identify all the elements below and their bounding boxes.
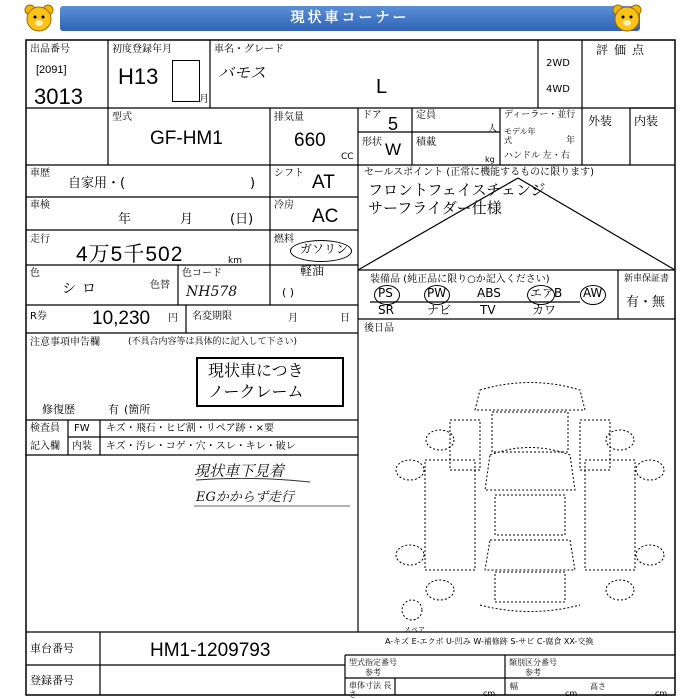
inspector-fw-text: キズ・飛石・ヒビ割・リペア跡・×要 xyxy=(106,423,274,434)
shape-value: W xyxy=(385,140,402,159)
recycle-label: R券 xyxy=(30,311,47,322)
height-unit: cm xyxy=(655,689,668,698)
load-label: 積載 xyxy=(416,137,436,148)
mileage-value: 4万5千502 xyxy=(76,243,184,266)
sales-point-label: セールスポイント (正常に機能するものに限ります) xyxy=(364,167,595,178)
inspector-interior-text: キズ・汚レ・コゲ・穴・スレ・キレ・破レ xyxy=(106,441,296,452)
score-label: 評価点 xyxy=(596,43,651,57)
month-unit: 月 xyxy=(199,94,209,105)
dimensions-label: 車体寸法 長さ xyxy=(349,681,392,699)
inspector-fw-label: FW xyxy=(74,423,90,434)
rear-seat-label: 後日品 xyxy=(364,323,394,334)
length-unit: cm xyxy=(483,689,496,698)
month-box xyxy=(172,60,200,102)
registration-value: H13 xyxy=(118,64,159,89)
spare-label: スペア xyxy=(404,626,425,634)
chassis-value: HM1-1209793 xyxy=(150,640,271,661)
handwriting-strokes xyxy=(192,478,352,518)
displacement-unit: CC xyxy=(341,152,354,162)
inspection-label: 車検 xyxy=(30,200,50,211)
equipment-navi: ナビ xyxy=(427,303,452,317)
designation-label: 型式指定番号 xyxy=(349,658,397,667)
car-name: バモス xyxy=(218,63,267,82)
recycle-value: 10,230 xyxy=(92,308,151,329)
shift-value: AT xyxy=(312,172,335,193)
notes-label: 注意事項申告欄 xyxy=(30,337,100,348)
registration-expiry-label: 名変期限 xyxy=(192,311,232,322)
aircon-value: AC xyxy=(312,206,339,227)
history-label: 車歴 xyxy=(30,168,50,179)
history-close: ) xyxy=(250,176,256,191)
handwritten-note-2: EGかからず走行 xyxy=(196,490,294,505)
lot-number: 3013 xyxy=(34,84,83,109)
equipment-sr: SR xyxy=(378,303,394,317)
color-label: 色 xyxy=(30,268,40,279)
category-label: 類別区分番号 xyxy=(509,658,557,667)
stamp-line-2: ノークレーム xyxy=(208,382,304,401)
category-reference: 参考 xyxy=(525,668,541,677)
equipment-airbag: エアB xyxy=(530,286,563,300)
color-code-label: 色コード xyxy=(182,268,222,279)
inspection-year: 年 xyxy=(118,212,132,227)
interior-label: 内装 xyxy=(634,114,659,128)
handwritten-note-1: 現状車下見着 xyxy=(194,462,285,480)
chassis-label: 車台番号 xyxy=(30,642,74,655)
fuel-gasoline: ガソリン xyxy=(300,242,349,256)
warranty-value: 有・無 xyxy=(626,295,666,310)
car-name-label: 車名・グレード xyxy=(214,44,284,55)
width-label: 幅 xyxy=(510,682,518,691)
displacement-value: 660 xyxy=(294,130,326,151)
shape-label: 形状 xyxy=(362,137,382,148)
dealer-label: ディーラー・並行 xyxy=(504,110,576,120)
repair-label: 修復歴 xyxy=(42,403,75,416)
capacity-unit: 人 xyxy=(488,124,498,134)
model-label: 型式 xyxy=(112,112,132,123)
fuel-diesel: 軽油 xyxy=(300,264,325,278)
equipment-pw: PW xyxy=(427,286,447,300)
repair-value: 有 xyxy=(108,403,119,416)
registration-expiry-day: 日 xyxy=(340,313,350,324)
no-claim-stamp xyxy=(196,357,344,407)
exterior-label: 外装 xyxy=(588,114,613,128)
doors-label: ドア xyxy=(362,110,382,121)
equipment-tv: TV xyxy=(480,303,496,317)
capacity-label: 定員 xyxy=(416,110,436,121)
page-title: 現状車コーナー xyxy=(60,6,640,31)
equipment-aw: AW xyxy=(583,286,603,300)
mileage-label: 走行 xyxy=(30,234,50,245)
mileage-unit: km xyxy=(228,256,242,266)
equipment-ps: PS xyxy=(378,286,393,300)
width-unit: cm xyxy=(565,689,578,698)
stamp-line-1: 現状車につき xyxy=(208,361,304,380)
registration-label: 初度登録年月 xyxy=(112,44,172,55)
inspector-label-2: 記入欄 xyxy=(30,441,60,452)
displacement-label: 排気量 xyxy=(274,112,304,123)
notes-hint: (不具合内容等は具体的に記入して下さい) xyxy=(128,337,298,347)
damage-legend: A-キズ E-エクボ U-凹み W-補修跡 S-サビ C-腐食 XX-交換 xyxy=(385,637,594,646)
warranty-label: 新車保証書 xyxy=(624,274,670,284)
sales-point-line-2: サーフライダー仕様 xyxy=(368,199,502,217)
lot-sub-number: [2091] xyxy=(36,64,67,76)
drive-4wd: 4WD xyxy=(546,84,570,95)
drive-2wd: 2WD xyxy=(546,58,570,69)
plate-label: 登録番号 xyxy=(30,674,74,687)
shift-label: シフト xyxy=(274,168,304,179)
inspector-label-1: 検査員 xyxy=(30,423,60,434)
handle-label: ハンドル 左・右 xyxy=(504,151,570,161)
fuel-other: ( ) xyxy=(282,286,295,299)
model-value: GF-HM1 xyxy=(150,128,223,149)
color-code-value: NH578 xyxy=(186,284,238,300)
color-change-label: 色替 xyxy=(150,280,170,291)
inspection-month: 月 xyxy=(180,212,194,227)
inspection-day: (日) xyxy=(230,212,254,227)
car-diagram xyxy=(380,360,680,632)
car-grade: L xyxy=(376,76,388,98)
designation-reference: 参考 xyxy=(365,668,381,677)
model-year-unit: 年 xyxy=(566,136,576,146)
load-unit: kg xyxy=(485,155,495,164)
inspector-interior-label: 内装 xyxy=(72,441,92,452)
recycle-unit: 円 xyxy=(168,313,178,324)
equipment-label: 装備品 (純正品に限り○か記入ください) xyxy=(370,274,550,285)
lot-label: 出品番号 xyxy=(30,44,70,55)
registration-expiry-month: 月 xyxy=(288,313,298,324)
model-year-label: モデル年式 xyxy=(504,127,536,145)
equipment-abs: ABS xyxy=(477,286,501,300)
equipment-leather: カワ xyxy=(532,303,557,317)
history-value: 自家用・( xyxy=(68,176,126,191)
color-value: シロ xyxy=(62,281,102,297)
repair-place: (箇所 xyxy=(124,403,151,416)
fuel-label: 燃料 xyxy=(274,234,294,245)
sales-point-line-1: フロントフェイスチェンジ xyxy=(368,181,546,199)
height-label: 高さ xyxy=(590,682,606,691)
doors-value: 5 xyxy=(388,114,399,134)
aircon-label: 冷房 xyxy=(274,200,294,211)
